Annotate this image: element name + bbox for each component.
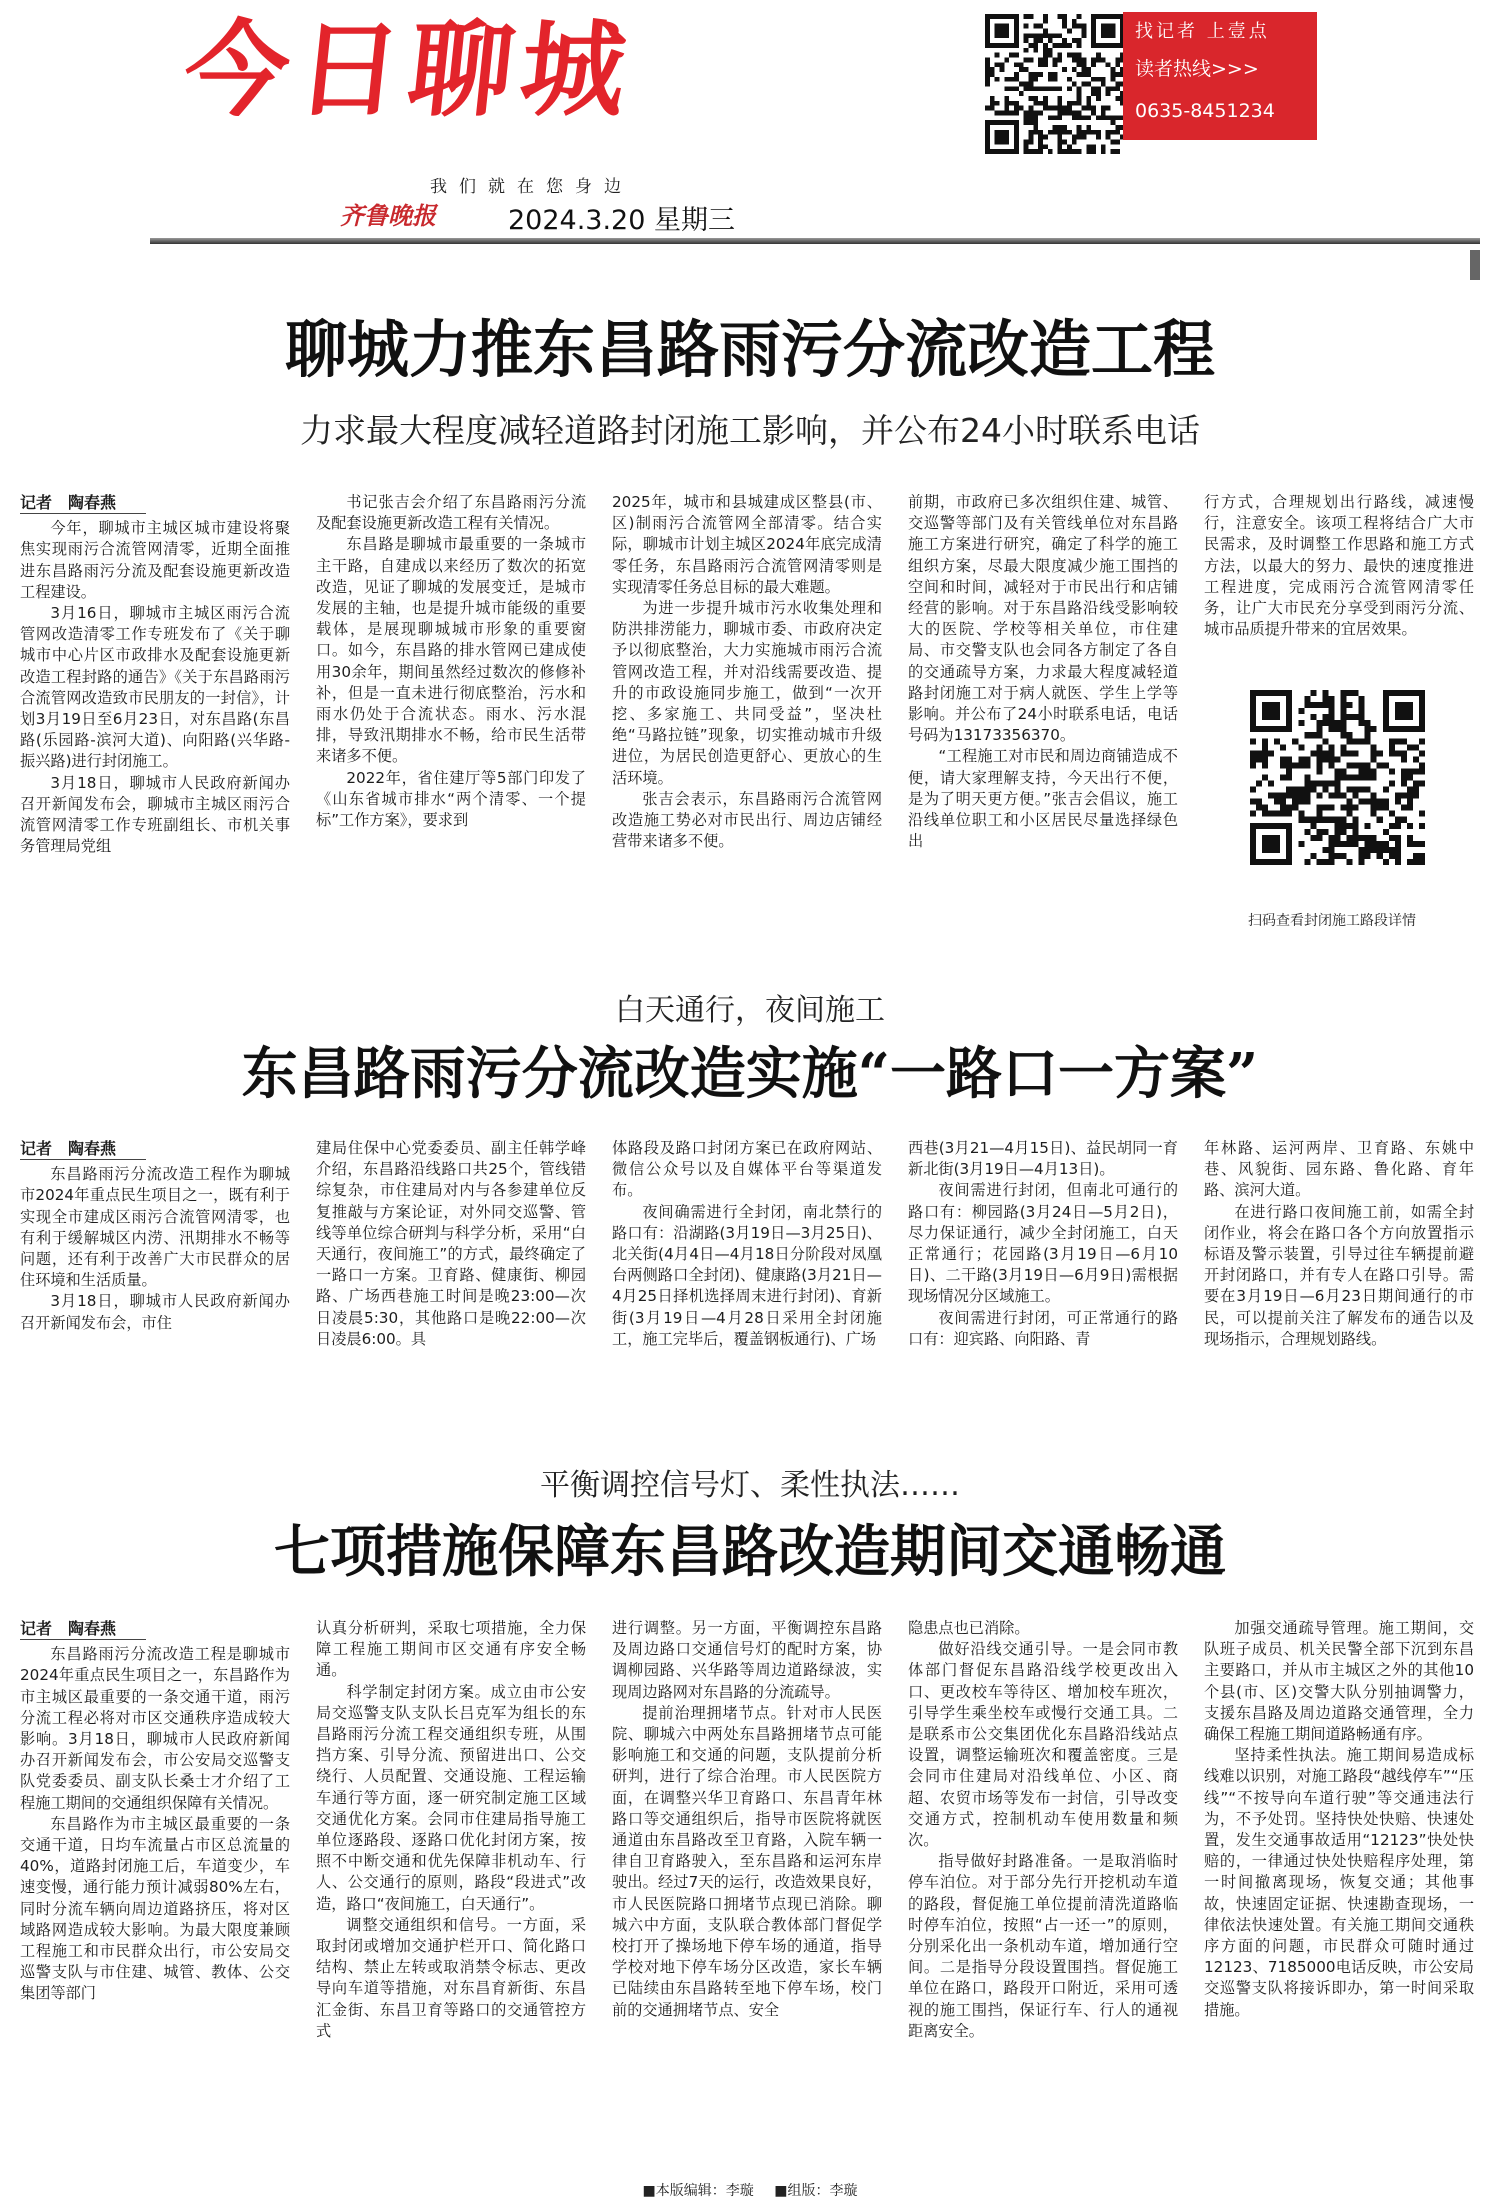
masthead	[0, 0, 1500, 250]
paragraph: 年林路、运河两岸、卫育路、东姚中巷、风貌街、园东路、鲁化路、育年路、滨河大道。	[1204, 1139, 1474, 1200]
article1-headline: 聊城力推东昌路雨污分流改造工程	[284, 313, 1215, 386]
article1-column-2	[316, 492, 586, 942]
paragraph: 夜间需进行封闭，可正常通行的路口有：迎宾路、向阳路、青	[908, 1308, 1178, 1348]
paragraph: 东昌路雨污分流改造工程作为聊城市2024年重点民生项目之一，既有利于实现全市建成区雨污合流管网清零，也有利于缓解城区内涝、汛期排水不畅等问题，还有利于改善广大市民群众的居住环境和生活质量。	[20, 1165, 290, 1290]
paragraph: 提前治理拥堵节点。针对市人民医院、聊城六中两处东昌路拥堵节点可能影响施工和交通的问题，支队提前分析研判，进行了综合治理。市人民医院方面，在调整兴华卫育路口、东昌青年林路口等交通组织后，指导市医院将就医通道由东昌路改至卫育路，入院车辆一律自卫育路驶入，至东昌路和运河东岸驶出。经过7天的运行，改造效果良好，市人民医院路口拥堵节点现已消除。聊城六中方面，支队联合教体部门督促学校打开了操场地下停车场的通道，指导学校对地下停车场分区改造，家长车辆已陆续由东昌路转至地下停车场，校门前的交通拥堵节点、安全	[612, 1703, 882, 2019]
article2-kicker: 白天通行，夜间施工	[615, 993, 885, 1028]
article3-column-2	[316, 1618, 586, 2166]
paragraph: 书记张吉会介绍了东昌路雨污分流及配套设施更新改造工程有关情况。	[316, 493, 586, 533]
paragraph: 2025年，城市和县城建成区整县(市、区)制雨污合流管网全部清零。结合实际，聊城市计划主城区2024年底完成清零任务，东昌路雨污合流管网清零则是实现清零任务总目标的最大难题。	[612, 493, 882, 596]
article3-column-4	[908, 1618, 1178, 2166]
paragraph: 认真分析研判，采取七项措施，全力保障工程施工期间市区交通有序安全畅通。	[316, 1619, 586, 1680]
paragraph: 科学制定封闭方案。成立由市公安局交巡警支队支队长吕克军为组长的东昌路雨污分流工程交通组织专班，从围挡方案、引导分流、预留进出口、公交绕行、人员配置、交通设施、工程运输车通行等方面，逐一研究制定施工区域交通优化方案。会同市住建局指导施工单位逐路段、逐路口优化封闭方案，按照不中断交通和优先保障非机动车、行人、公交通行的原则，路段“段进式”改造，路口“夜间施工，白天通行”。	[316, 1682, 586, 1913]
hotline-label: 读者热线>>>	[1135, 58, 1259, 80]
article2-column-4	[908, 1138, 1178, 1423]
article3-headline: 七项措施保障东昌路改造期间交通畅通	[274, 1519, 1226, 1585]
paragraph: 东昌路作为市主城区最重要的一条交通干道，日均车流量占市区总流量的40%，道路封闭施工后，车道变少，车速变慢，通行能力预计减弱80%左右，同时分流车辆向周边道路挤压，将对区域路网造成较大影响。为最大限度兼顾工程施工和市民群众出行，市公安局交巡警支队与市住建、城管、教体、公交集团等部门	[20, 1814, 290, 2003]
brand-logo: 齐鲁晚报	[340, 201, 436, 230]
article3-kicker: 平衡调控信号灯、柔性执法……	[540, 1468, 960, 1503]
article2-body	[20, 1138, 1480, 1423]
article2-column-5	[1204, 1138, 1474, 1423]
hotline-tag: 找记者 上壹点	[1135, 21, 1270, 42]
paragraph: 夜间需进行封闭，但南北可通行的路口有：柳园路(3月24日—5月2日)，尽力保证通行，减少全封闭施工，白天正常通行；花园路(3月19日—6月10日)、二干路(3月19日—6月9日)需根据现场情况分区域施工。	[908, 1181, 1178, 1306]
paragraph: “工程施工对市民和周边商铺造成不便，请大家理解支持，今天出行不便，是为了明天更方便。”张吉会倡议，施工沿线单位职工和小区居民尽量选择绿色出	[908, 747, 1178, 851]
article3-body	[20, 1618, 1480, 2166]
paragraph: 行方式，合理规划出行路线，减速慢行，注意安全。该项工程将结合广大市民需求，及时调整工作思路和施工方式方法，以最大的努力、最快的速度推进工程进度，完成雨污合流管网清零任务，让广大市民充分享受到雨污分流、城市品质提升带来的宜居效果。	[1204, 493, 1474, 639]
article3-column-1	[20, 1618, 290, 2166]
paragraph: 今年，聊城市主城区城市建设将聚焦实现雨污合流管网清零，近期全面推进东昌路雨污分流及配套设施更新改造工程建设。	[20, 519, 290, 601]
paragraph: 前期，市政府已多次组织住建、城管、交巡警等部门及有关管线单位对东昌路施工方案进行研究，确定了科学的施工组织方案，尽最大限度减少施工围挡的空间和时间，减轻对于市民出行和店铺经营的影响。对于东昌路沿线受影响较大的医院、学校等相关单位，市住建局、市交警支队也会同各方制定了各自的交通疏导方案，力求最大程度减轻道路封闭施工对于病人就医、学生上学等影响。并公布了24小时联系电话，电话号码为13173356370。	[908, 493, 1178, 745]
article1-column-4	[908, 492, 1178, 942]
paragraph: 进行调整。另一方面，平衡调控东昌路及周边路口交通信号灯的配时方案，协调柳园路、兴华路等周边道路绿波，实现周边路网对东昌路的分流疏导。	[612, 1619, 882, 1701]
paragraph: 为进一步提升城市污水收集处理和防洪排涝能力，聊城市委、市政府决定予以彻底整治，大力实施城市雨污合流管网改造工程，并对沿线需要改造、提升的市政设施同步施工，做到“一次开挖、多家施工、共同受益”，坚决杜绝“马路拉链”现象，切实推动城市升级进位，为居民创造更舒心、更放心的生活环境。	[612, 599, 882, 787]
article1-body	[20, 492, 1480, 942]
slogan: 我们就在您身边	[430, 177, 633, 197]
newspaper-title: 今日聊城	[178, 9, 640, 131]
article1-column-5	[1204, 492, 1474, 692]
paragraph: 指导做好封路准备。一是取消临时停车泊位。对于部分先行开挖机动车道的路段，督促施工单位提前清洗道路临时停车泊位，按照“占一还一”的原则，分别采化出一条机动车道，增加通行空间。二是指导分段设置围挡。督促施工单位在路口，路段开口附近，采用可透视的施工围挡，保证行车、行人的通视距离安全。	[908, 1852, 1178, 2040]
page-footer	[0, 2180, 1500, 2200]
article2-column-3	[612, 1138, 882, 1423]
publication-date: 2024.3.20 星期三	[508, 205, 735, 236]
paragraph: 做好沿线交通引导。一是会同市教体部门督促东昌路沿线学校更改出入口、更改校车等待区、增加校车班次，引导学生乘坐校车或慢行交通工具。二是联系市公交集团优化东昌路沿线站点设置，调整运输班次和覆盖密度。三是会同市住建局对沿线单位、小区、商超、农贸市场等发布一封信，引导改变交通方式，控制机动车使用数量和频次。	[908, 1640, 1178, 1850]
article2-headline: 东昌路雨污分流改造实施“一路口一方案”	[241, 1041, 1259, 1107]
article1-column-1	[20, 492, 290, 942]
paragraph: 张吉会表示，东昌路雨污合流管网改造施工势必对市民出行、周边店铺经营带来诸多不便。	[612, 789, 882, 851]
paragraph: 3月16日，聊城市主城区雨污合流管网改造清零工作专班发布了《关于聊城市中心片区市政排水及配套设施更新改造工程封路的通告》《关于东昌路雨污合流管网改造致市民朋友的一封信》，计划3月19日至6月23日，对东昌路(东昌路(乐园路-滨河大道)、向阳路(兴华路-振兴路)进行封闭施工。	[20, 604, 290, 771]
paragraph: 2022年，省住建厅等5部门印发了《山东省城市排水“两个清零、一个提标”工作方案》，要求到	[316, 768, 586, 830]
article2-byline: 记者 陶春燕	[20, 1138, 146, 1160]
paragraph: 调整交通组织和信号。一方面，采取封闭或增加交通护栏开口、简化路口结构、禁止左转或取消禁令标志、更改导向车道等措施，对东昌育新街、东昌汇金街、东昌卫育等路口的交通管控方式	[316, 1915, 586, 2040]
paragraph: 3月18日，聊城市人民政府新闻办召开新闻发布会，聊城市主城区雨污合流管网清零工作专班副组长、市机关事务管理局党组	[20, 773, 290, 856]
article1-byline: 记者 陶春燕	[20, 492, 146, 514]
article2-column-2	[316, 1138, 586, 1423]
reader-hotline-box	[1123, 12, 1317, 140]
article1-subheadline: 力求最大程度减轻道路封闭施工影响，并公布24小时联系电话	[300, 411, 1200, 450]
paragraph: 夜间确需进行全封闭，南北禁行的路口有：沿湖路(3月19日—3月25日)、北关街(4月4日—4月18日分阶段对凤凰台两侧路口全封闭)、健康路(3月21日—4月25日择机选择周末进行封闭)、育新街(3月19日—4月28日采用全封闭施工，施工完毕后，覆盖钢板通行)、广场	[612, 1202, 882, 1348]
paragraph: 东昌路是聊城市最重要的一条城市主干路，自建成以来经历了数次的拓宽改造，见证了聊城的发展变迁，是城市发展的主轴，也是提升城市能级的重要载体，是展现聊城城市形象的重要窗口。如今，东昌路的排水管网已建成使用30余年，期间虽然经过数次的修修补补，但是一直未进行彻底整治，污水和雨水仍处于合流状态。雨水、污水混排，导致汛期排水不畅，给市民生活带来诸多不便。	[316, 535, 586, 766]
paragraph: 建局住保中心党委委员、副主任韩学峰介绍，东昌路沿线路口共25个，管线错综复杂，市住建局对内与各参建单位反复推敲与方案论证，对外同交巡警、管线等单位综合研判与科学分析，采用“白天通行，夜间施工”的方式，最终确定了一路口一方案。卫育路、健康街、柳园路、广场西巷施工时间是晚23:00—次日凌晨5:30，其他路口是晚22:00—次日凌晨6:00。具	[316, 1139, 586, 1348]
corner-rule	[1470, 250, 1480, 280]
article2-column-1	[20, 1138, 290, 1423]
article3-byline: 记者 陶春燕	[20, 1618, 146, 1640]
article3-column-3	[612, 1618, 882, 2166]
paragraph: 隐患点也已消除。	[908, 1619, 1030, 1637]
paragraph: 东昌路雨污分流改造工程是聊城市2024年重点民生项目之一，东昌路作为市主城区最重要的一条交通干道，雨污分流工程必将对市区交通秩序造成较大影响。3月18日，聊城市人民政府新闻办召开新闻发布会，市公安局交巡警支队党委委员、副支队长桑士才介绍了工程施工期间的交通组织保障有关情况。	[20, 1645, 290, 1812]
qr-code-icon[interactable]	[985, 14, 1125, 154]
hotline-number: 0635-8451234	[1135, 100, 1275, 122]
paragraph: 坚持柔性执法。施工期间易造成标线难以识别，对施工路段“越线停车”“压线”“不按导向车道行驶”等交通违法行为，不予处罚。坚持快处快赔、快速处置，发生交通事故适用“12123”快处快赔的，一律通过快处快赔程序处理，第一时间撤离现场，恢复交通；其他事故，快速固定证据、快速勘查现场，一律依法快速处置。有关施工期间交通秩序方面的问题，市民群众可随时通过12123、7185000电话反映，市公安局交巡警支队将接诉即办，第一时间采取措施。	[1204, 1746, 1474, 2019]
layout-credit: ■组版：李璇	[774, 2183, 858, 2199]
article1-column-3	[612, 492, 882, 942]
paragraph: 体路段及路口封闭方案已在政府网站、微信公众号以及自媒体平台等渠道发布。	[612, 1139, 882, 1200]
article3-column-5	[1204, 1618, 1474, 2166]
paragraph: 西巷(3月21—4月15日)、益民胡同一育新北街(3月19日—4月13日)。	[908, 1139, 1178, 1179]
paragraph: 在进行路口夜间施工前，如需全封闭作业，将会在路口各个方向放置指示标语及警示装置，引导过往车辆提前避开封闭路口，并有专人在路口引导。需要在3月19日—6月23日期间通行的市民，可以提前关注了解发布的通告以及现场指示，合理规划路线。	[1204, 1202, 1474, 1348]
qr-caption: 扫码查看封闭施工路段详情	[1248, 913, 1416, 929]
paragraph: 3月18日，聊城市人民政府新闻办召开新闻发布会，市住	[20, 1292, 290, 1332]
masthead-rule	[150, 238, 1480, 244]
editor-credit: ■本版编辑：李璇	[642, 2183, 754, 2199]
paragraph: 加强交通疏导管理。施工期间，交队班子成员、机关民警全部下沉到东昌主要路口，并从市主城区之外的其他10个县(市、区)交警大队分别抽调警力，支援东昌路及周边道路交通管理，全力确保工程施工期间道路畅通有序。	[1204, 1619, 1474, 1744]
qr-code-icon[interactable]	[1250, 690, 1425, 865]
